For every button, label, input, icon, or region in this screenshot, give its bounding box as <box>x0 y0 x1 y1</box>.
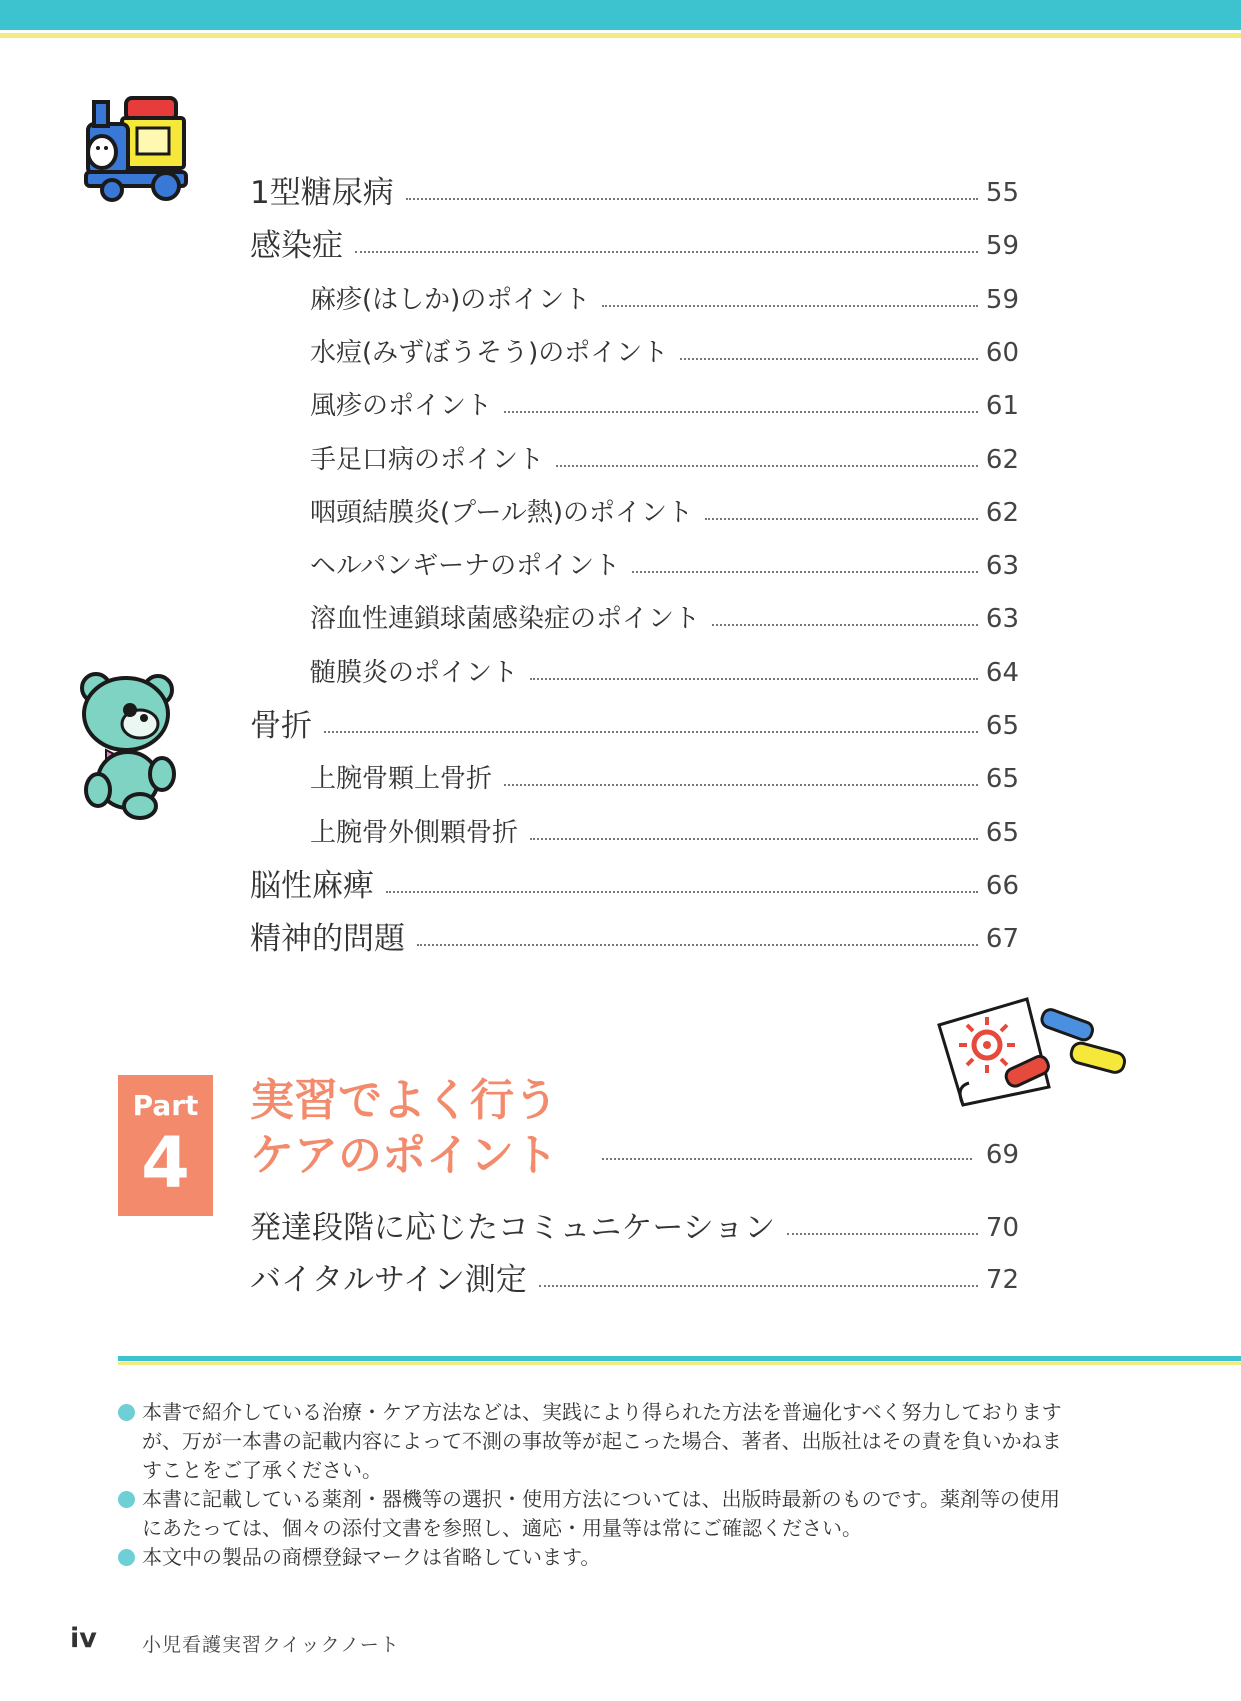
crayon-drawing-icon <box>935 995 1140 1110</box>
toc-entry-title: 手足口病のポイント <box>310 444 545 475</box>
toc-leader-dots <box>504 411 978 413</box>
bullet-icon <box>118 1491 135 1508</box>
toc-entry <box>0 384 1241 428</box>
toc-entry <box>0 811 1241 855</box>
note-item: 本書で紹介している治療・ケア方法などは、実践により得られた方法を普遍化すべく努力しておりますが、万が一本書の記載内容によって不測の事故等が起こった場合、著者、出版社はその責を負いかねますことをご了承ください。 <box>118 1398 1078 1485</box>
toc-leader-dots <box>406 198 978 200</box>
disclaimer-notes <box>118 1398 1078 1572</box>
toc-entry-page: 64 <box>985 657 1019 688</box>
toc-entry <box>0 917 1241 961</box>
footer-page-number: iv <box>70 1623 97 1654</box>
toc-leader-dots <box>417 944 978 946</box>
toc-leader-dots <box>355 251 978 253</box>
toc-entry <box>0 651 1241 695</box>
toc-entry-title: 精神的問題 <box>250 921 405 958</box>
top-accent-line <box>0 33 1241 38</box>
part-label: Part <box>132 1089 199 1122</box>
toc-leader-dots <box>324 731 978 733</box>
toc-entry-page: 65 <box>985 764 1019 795</box>
toc-leader-dots <box>680 358 978 360</box>
toc-entry-title: バイタルサイン測定 <box>250 1262 527 1298</box>
toc-entry <box>0 331 1241 375</box>
toc-entry-page: 63 <box>985 551 1019 582</box>
toc-entry-title: 上腕骨外側顆骨折 <box>310 817 519 848</box>
note-item: 本書に記載している薬剤・器機等の選択・使用方法については、出版時最新のものです。薬剤等の使用にあたっては、個々の添付文書を参照し、適応・用量等は常にご確認ください。 <box>118 1485 1078 1543</box>
toc-entry <box>0 704 1241 748</box>
toc-entry-title: ヘルパンギーナのポイント <box>310 551 621 582</box>
toc-leader-dots <box>705 518 978 520</box>
bullet-icon <box>118 1404 135 1421</box>
toc-entry-title: 髄膜炎のポイント <box>310 657 519 688</box>
toc-entry-title: 溶血性連鎖球菌感染症のポイント <box>310 604 701 635</box>
toc-entry-title: 水痘(みずぼうそう)のポイント <box>310 337 669 368</box>
toc-entry-page: 59 <box>985 284 1019 315</box>
toc-leader-dots <box>539 1285 978 1287</box>
toc-leader-dots <box>504 784 978 786</box>
toc-entry <box>0 597 1241 641</box>
toc-entry-page: 66 <box>985 870 1019 901</box>
toc-leader-dots <box>712 624 978 626</box>
toc-entry-page: 62 <box>985 444 1019 475</box>
bullet-icon <box>118 1549 135 1566</box>
toc-entry-page: 61 <box>985 391 1019 422</box>
toc-entry-title: 1型糖尿病 <box>250 175 394 211</box>
toc-entry <box>0 171 1241 215</box>
toc-entry-title: 麻疹(はしか)のポイント <box>310 284 591 315</box>
toc-entry <box>0 544 1241 588</box>
toc-entry-page: 62 <box>985 497 1019 528</box>
toc-entry <box>0 1258 1241 1302</box>
toc-entry <box>0 491 1241 535</box>
toc-entry <box>0 224 1241 268</box>
toc-entry-page: 65 <box>985 817 1019 848</box>
toc-entry-page: 60 <box>985 337 1019 368</box>
toc-leader-dots <box>530 838 978 840</box>
toc-entry-page: 63 <box>985 604 1019 635</box>
toc-entry <box>0 757 1241 801</box>
toc-leader-dots <box>530 678 978 680</box>
part-number: 4 <box>141 1122 190 1204</box>
toc-leader-dots <box>632 571 978 573</box>
toc-entry <box>0 864 1241 908</box>
toc-entry-page: 72 <box>985 1265 1019 1295</box>
toc-entry <box>0 278 1241 322</box>
toc-leader-dots <box>556 465 978 467</box>
toc-entry-title: 風疹のポイント <box>310 391 493 422</box>
top-band <box>0 0 1241 30</box>
toc-entry-title: 発達段階に応じたコミュニケーション <box>250 1210 776 1246</box>
toc-entry-page: 59 <box>985 231 1019 262</box>
part-title-leader <box>602 1158 972 1160</box>
part-badge <box>118 1075 213 1216</box>
toc-leader-dots <box>602 305 978 307</box>
part-title-line2: ケアのポイント <box>250 1130 558 1181</box>
toc-entry-page: 70 <box>985 1213 1019 1243</box>
toc-leader-dots <box>787 1233 978 1235</box>
toc-entry-title: 脳性麻痺 <box>250 867 374 904</box>
toc-entry-page: 65 <box>985 711 1019 741</box>
toc-entry-title: 骨折 <box>250 708 312 744</box>
toc-entry-page: 67 <box>985 924 1019 955</box>
toc-entry-title: 咽頭結膜炎(プール熱)のポイント <box>310 497 693 528</box>
note-item: 本文中の製品の商標登録マークは省略しています。 <box>118 1543 1078 1572</box>
part-title-page: 69 <box>985 1140 1019 1170</box>
toc-entry-title: 上腕骨顆上骨折 <box>310 764 493 795</box>
notes-divider-accent <box>118 1362 1241 1365</box>
part-title-line1: 実習でよく行う <box>250 1075 558 1126</box>
toc-leader-dots <box>386 891 978 893</box>
footer-book-title: 小児看護実習クイックノート <box>142 1634 400 1656</box>
toc-entry <box>0 1206 1241 1250</box>
toc-entry-page: 55 <box>985 178 1019 208</box>
notes-divider <box>118 1356 1241 1361</box>
toc-entry-title: 感染症 <box>250 228 343 265</box>
toc-entry <box>0 438 1241 482</box>
